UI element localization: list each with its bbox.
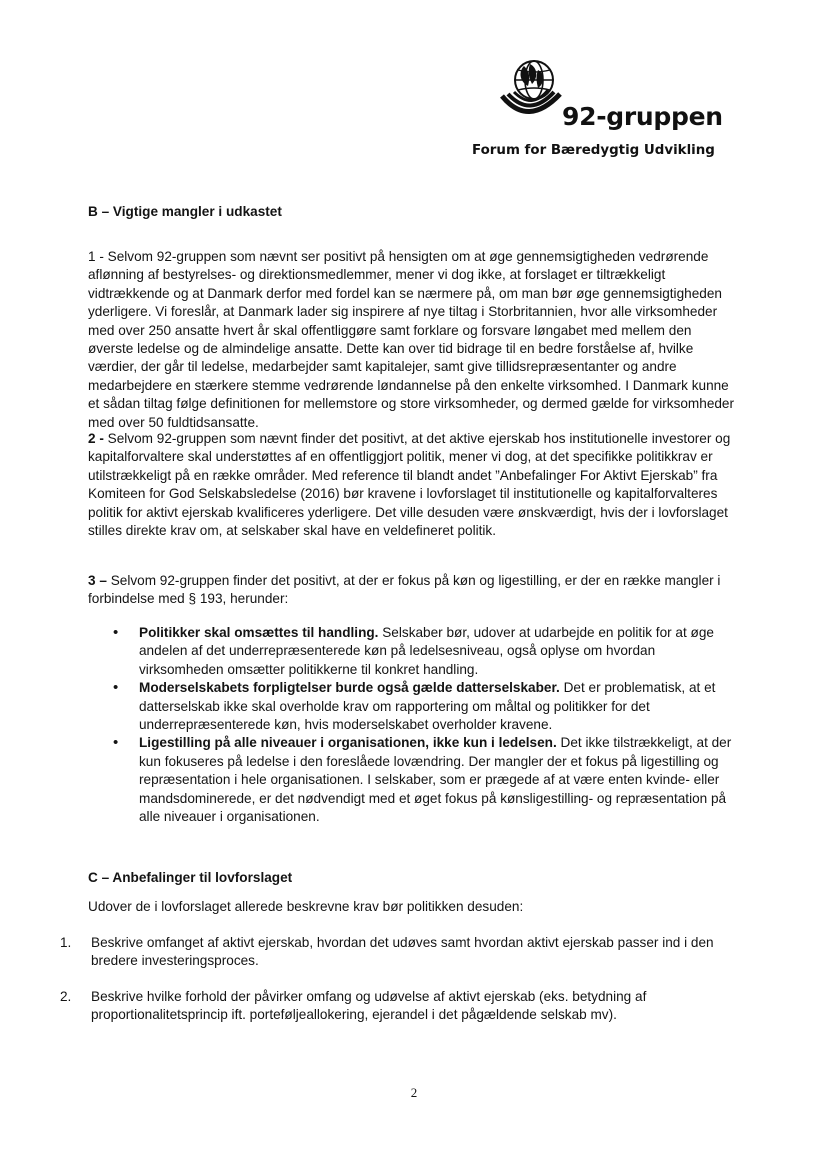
list-item [60,934,740,971]
org-name: 92-gruppen [562,102,723,131]
list-item [60,988,740,1025]
recommendation-item-2 [60,988,740,1025]
list-item [112,624,738,679]
page-number: 2 [410,1085,418,1100]
org-tagline: Forum for Bæredygtig Udvikling [472,143,715,158]
paragraph-b2 [88,430,738,540]
requirements-bullet-list [112,624,738,826]
section-b-heading: B – Vigtige mangler i udkastet [88,204,282,219]
paragraph-text: Selvom 92-gruppen som nævnt ser positivt på hensigten om at øge gennemsigtigheden vedrørende aflønning af bestyrelses- og direktionsmedlemmer, mener vi dog ikke, at forslaget er tiltrækkeligt vidtrækkende og at Danmark derfor med fordel kan se nærmere på, om man bør øge gennemsigtigheden yderligere. Vi foreslår, at Danmark lader sig inspirere af nye tiltag i Storbritannien, hvor alle virksomheder med over 250 ansatte hvert år skal offentliggøre samt forklare og forsvare løngabet med mellem den øverste ledelse og de almindelige ansatte. Dette kan over tid bidrage til en bedre forståelse af, hvilke værdier, der går til ledelse, medarbejder samt kapitalejer, samt give tillidsrepræsentanter og andre medarbejdere en stærkere stemme vedrørende løndannelse på den enkelte virksomhed. I Danmark kunne et sådan tiltag følge definitionen for mellemstore og store virksomheder, og dermed gælde for virksomheder med over 50 fuldtidsansatte. [88,249,735,430]
paragraph-b1 [88,248,738,432]
bullet-title: Moderselskabets forpligtelser burde også gælde datterselskaber. [139,680,560,696]
list-item [112,734,738,826]
paragraph-text: Selvom 92-gruppen som nævnt finder det positivt, at det aktive ejerskab hos institutionelle investorer og kapitalforvaltere skal understøttes af en offentliggjort politik, mener vi dog, at det specifikke politikkrav er utilstrækkeligt på en række områder. Med reference til blandt andet ”Anbefalinger For Aktivt Ejerskab” fra Komiteen for God Selskabsledelse (2016) bør kravene i lovforslaget til institutionelle og kapitalforvalteres politik for aktivt ejerskab kvalificeres yderligere. Det ville desuden være ønskværdigt, hvis der i lovforslaget stilles direkte krav om, at selskaber skal have en veldefineret politik. [88,431,731,539]
org-logo [470,56,740,166]
recommendation-item-1 [60,934,740,971]
section-c-heading: C – Anbefalinger til lovforslaget [88,870,293,885]
item-text: Beskrive omfanget af aktivt ejerskab, hvordan det udøves samt hvordan aktivt ejerskab passer ind i den bredere investeringsproces. [91,935,714,969]
paragraph-number: 3 – [88,573,107,588]
paragraph-number: 1 - [88,249,104,264]
bullet-title: Politikker skal omsættes til handling. [139,625,379,640]
bullet-text: Selskaber bør, udover at udarbejde en politik for at øge andelen af det underrepræsenterede køn på ledelsesniveau, også oplyse om hvordan virksomheden omsætter politikkerne til konkret handling. [139,625,714,677]
item-number: 1. [60,935,72,950]
item-number: 2. [60,989,72,1004]
paragraph-number: 2 - [88,431,104,446]
paragraph-b3 [88,572,738,609]
item-text: Beskrive hvilke forhold der påvirker omfang og udøvelse af aktivt ejerskab (eks. betydning af proportionalitetsprincip ift. porteføljeallokering, ejerandel i det pågældende selskab mv). [91,989,647,1023]
list-item [112,679,738,734]
bullet-title: Ligestilling på alle niveauer i organisationen, ikke kun i ledelsen. [139,735,557,751]
section-c-intro: Udover de i lovforslaget allerede beskrevne krav bør politikken desuden: [88,899,524,914]
bullet-text: Det er problematisk, at et datterselskab ikke skal overholde krav om rapportering om måltal og politikker for det underrepræsenterede køn, hvis moderselskabet overholder kravene. [139,680,716,733]
bullet-text: Det ikke tilstrækkeligt, at der kun fokuseres på ledelse i den foreslåede lovændring. Der mangler der et fokus på ligestilling og repræsentation i hele organisationen. I selskaber, som er prægede af at være enten kvinde- eller mandsdominerede, er det nødvendigt med et øget fokus på kønsligestilling- og repræsentation på alle niveauer i organisationen. [139,735,732,825]
globe-hands-logo-icon [494,56,566,128]
paragraph-text: Selvom 92-gruppen finder det positivt, at der er fokus på køn og ligestilling, er der en række mangler i forbindelse med § 193, herunder: [88,573,721,607]
